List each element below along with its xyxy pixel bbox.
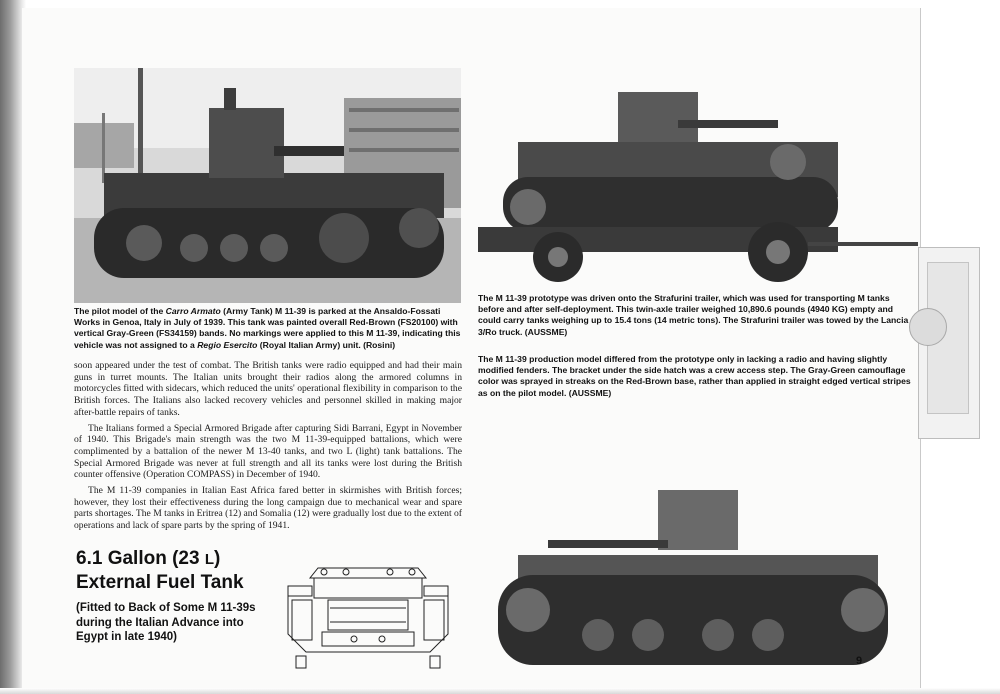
fold-out-flap bbox=[918, 247, 980, 439]
paragraph: soon appeared under the test of combat. The British tanks were radio equipped and had their main guns in turret mounts. The Italian units brought their radios along the armored columns in motorcycles fitted with sidecars, which reduced the units' operational flexibility in comparison to the British forces. The Italians also lacked recovery vehicles and personnel skilled in making major after-battle repairs of tanks. bbox=[74, 360, 462, 418]
paragraph: The Italians formed a Special Armored Brigade after capturing Sidi Barrani, Egypt in November of 1940. This Brigade's main strength was the two M 11-39-equipped battalions, which were complimented by a battalion of the newer M 13-40 tanks, and two L (light) tank battalions. The Special Armored Brigade was never at full strength and all its tanks were lost during the British counter offensive (Operation COMPASS) in December of 1940. bbox=[74, 422, 462, 481]
body-text bbox=[74, 360, 462, 536]
caption-prototype-trailer: The M 11-39 prototype was driven onto the Strafurini trailer, which was used for transporting M tanks before and after self-deployment. This twin-axle trailer weighed 10,890.6 pounds (4940 KG) empty and could carry tanks weighing up to 15.4 tons (14 metric tons). The Strafurini trailer was towed by the Lancia 3/Ro truck. (AUSSME) bbox=[478, 293, 909, 337]
caption-pilot-model: The pilot model of the Carro Armato (Army Tank) M 11-39 is parked at the Ansaldo-Fossati Works in Genoa, Italy in July of 1939. This tank was painted overall Red-Brown (FS20100) with vertical Gray-Green (FS34159) bands. No markings were applied to this M 11-39, indicating this vehicle was not assigned to a Regio Esercito (Royal Italian Army) unit. (Rosini) bbox=[74, 306, 461, 350]
caption-production-model: The M 11-39 production model differed from the prototype only in lacking a radio and having slightly modified fenders. The bracket under the side hatch was a crew access step. The Gray-Green camouflage color was sprayed in streaks on the Red-Brown base, rather than applied in straight edged vertical stripes as on the pilot model. (AUSSME) bbox=[478, 354, 911, 398]
paragraph: The M 11-39 companies in Italian East Africa fared better in skirmishes with British forces; however, they lost their effectiveness during the long campaign due to mechanical wear and spare parts shortages. The M tanks in Eritrea (12) and Somalia (12) were gradually lost due to the extent of operations and lack of spare parts by the spring of 1941. bbox=[74, 485, 462, 532]
section-subtitle: (Fitted to Back of Some M 11-39s during the Italian Advance into Egypt in late 1940) bbox=[76, 602, 256, 644]
photo-pilot-model bbox=[74, 68, 461, 303]
fuel-tank-line-drawing bbox=[284, 564, 452, 672]
section-title: 6.1 Gallon (23 L) External Fuel Tank bbox=[76, 548, 244, 593]
photo-prototype-on-trailer bbox=[478, 82, 918, 288]
page-number: 9 bbox=[856, 655, 863, 667]
photo-production-model bbox=[488, 485, 898, 670]
